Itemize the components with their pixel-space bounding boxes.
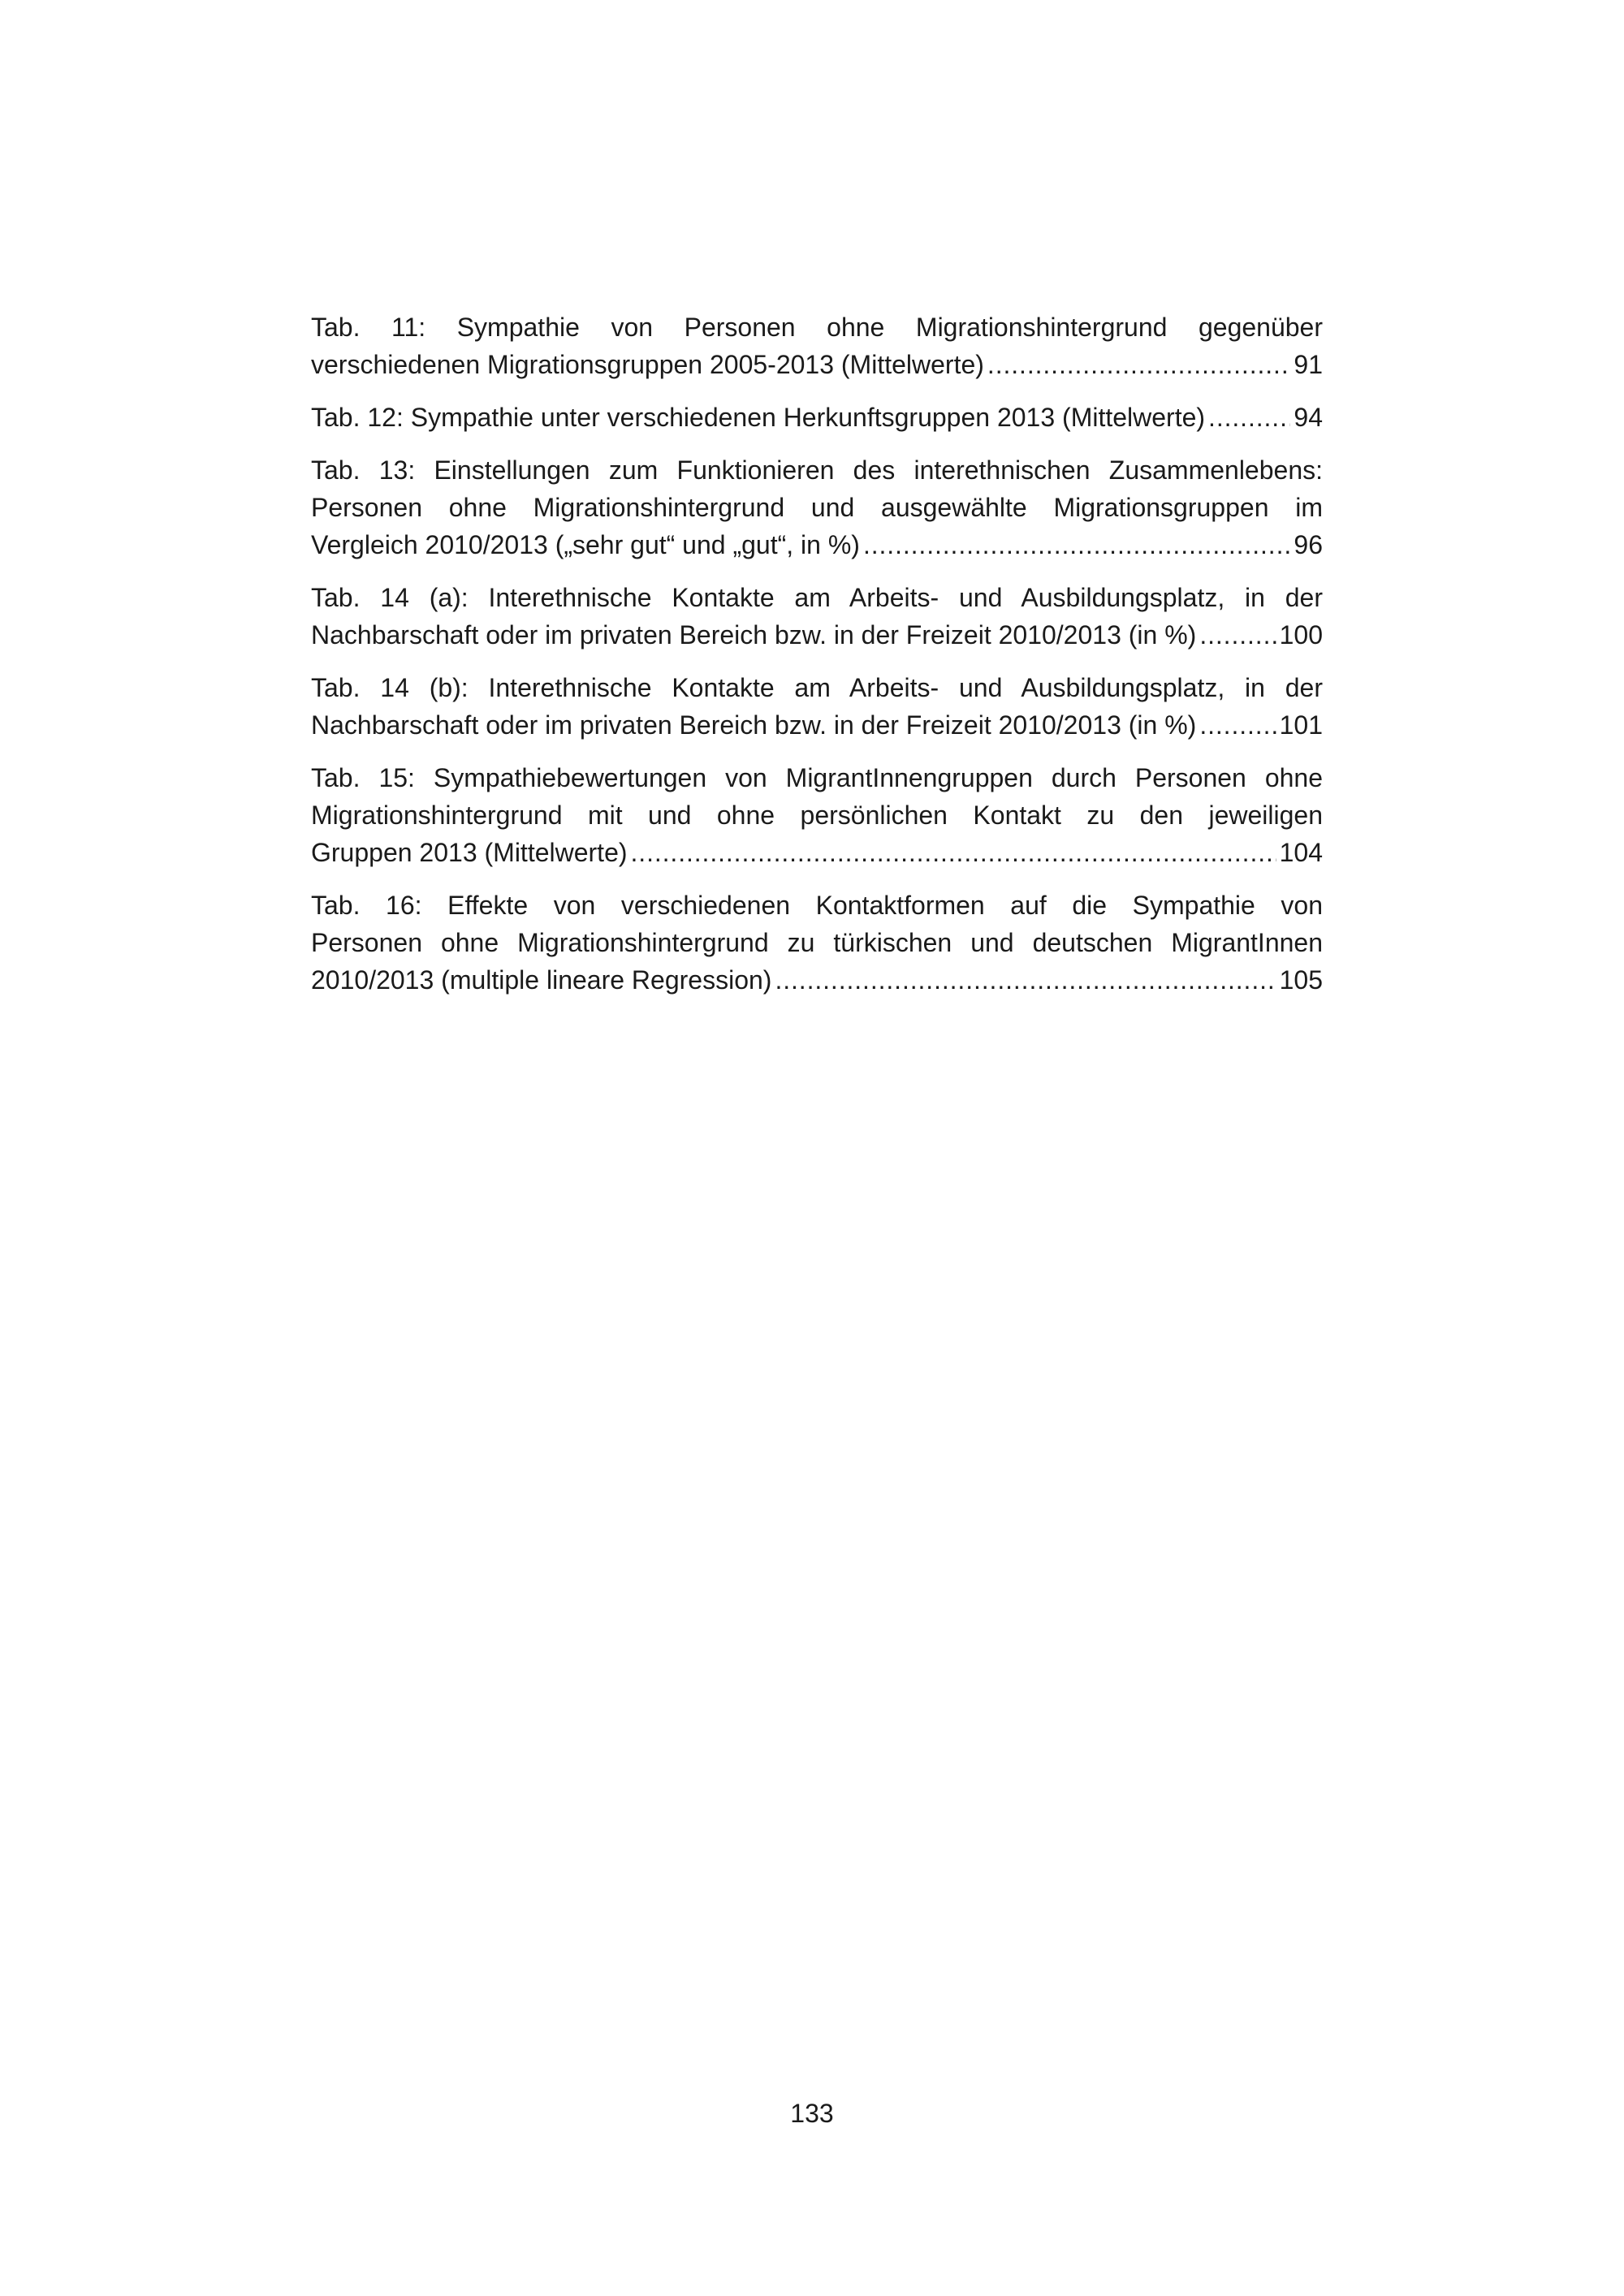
toc-entry-page-number: 104: [1279, 838, 1323, 867]
dot-leader: [1196, 706, 1279, 744]
toc-entry-line: Tab. 15: Sympathiebewertungen von MigrantInnengruppen durch Personen ohne: [311, 763, 1323, 792]
toc-entry-last-line: [311, 616, 1323, 654]
toc-entry-last-line: [311, 346, 1323, 383]
toc-entry-last-line: [311, 706, 1323, 744]
toc-entry-page-number: 100: [1279, 620, 1323, 650]
toc-entry-line: 2010/2013 (multiple lineare Regression): [311, 965, 772, 995]
toc-entry-page-number: 91: [1294, 350, 1323, 379]
toc-entry[interactable]: [311, 579, 1323, 654]
dot-leader: [1196, 616, 1279, 654]
page-number: 133: [790, 2099, 834, 2128]
toc-entry-line: Personen ohne Migrationshintergrund zu türkischen und deutschen MigrantInnen: [311, 928, 1323, 957]
toc-entry-last-line: [311, 399, 1323, 436]
toc-entry-last-line: [311, 834, 1323, 871]
toc-entry-line: Vergleich 2010/2013 („sehr gut“ und „gut“, in %): [311, 530, 860, 559]
table-of-tables: [311, 309, 1323, 1014]
toc-entry[interactable]: [311, 399, 1323, 436]
toc-entry-line: Tab. 11: Sympathie von Personen ohne Migrationshintergrund gegenüber: [311, 313, 1323, 342]
toc-entry-line: Gruppen 2013 (Mittelwerte): [311, 838, 628, 867]
toc-entry-line: Tab. 16: Effekte von verschiedenen Kontaktformen auf die Sympathie von: [311, 891, 1323, 920]
toc-entry-last-line: [311, 526, 1323, 563]
toc-entry[interactable]: [311, 887, 1323, 999]
toc-entry-line: Tab. 14 (a): Interethnische Kontakte am Arbeits- und Ausbildungsplatz, in der: [311, 583, 1323, 612]
toc-entry-page-number: 94: [1294, 403, 1323, 432]
dot-leader: [1205, 399, 1294, 436]
toc-entry-line: Migrationshintergrund mit und ohne persönlichen Kontakt zu den jeweiligen: [311, 801, 1323, 830]
toc-entry-page-number: 96: [1294, 530, 1323, 559]
toc-entry[interactable]: [311, 669, 1323, 744]
toc-entry[interactable]: [311, 451, 1323, 563]
toc-entry-line: Nachbarschaft oder im privaten Bereich bzw. in der Freizeit 2010/2013 (in %): [311, 710, 1197, 740]
toc-entry-line: Tab. 14 (b): Interethnische Kontakte am Arbeits- und Ausbildungsplatz, in der: [311, 673, 1323, 702]
dot-leader: [628, 834, 1280, 871]
toc-entry-line: Tab. 13: Einstellungen zum Funktionieren des interethnischen Zusammenlebens:: [311, 455, 1323, 485]
toc-entry-page-number: 101: [1279, 710, 1323, 740]
dot-leader: [860, 526, 1294, 563]
toc-entry[interactable]: [311, 759, 1323, 871]
dot-leader: [771, 961, 1279, 999]
toc-entry[interactable]: [311, 309, 1323, 383]
toc-entry-last-line: [311, 961, 1323, 999]
toc-entry-line: verschiedenen Migrationsgruppen 2005-2013 (Mittelwerte): [311, 350, 984, 379]
dot-leader: [984, 346, 1294, 383]
toc-entry-line: Personen ohne Migrationshintergrund und ausgewählte Migrationsgruppen im: [311, 493, 1323, 522]
toc-entry-line: Tab. 12: Sympathie unter verschiedenen Herkunftsgruppen 2013 (Mittelwerte): [311, 403, 1206, 432]
toc-entry-line: Nachbarschaft oder im privaten Bereich bzw. in der Freizeit 2010/2013 (in %): [311, 620, 1197, 650]
toc-entry-page-number: 105: [1279, 965, 1323, 995]
